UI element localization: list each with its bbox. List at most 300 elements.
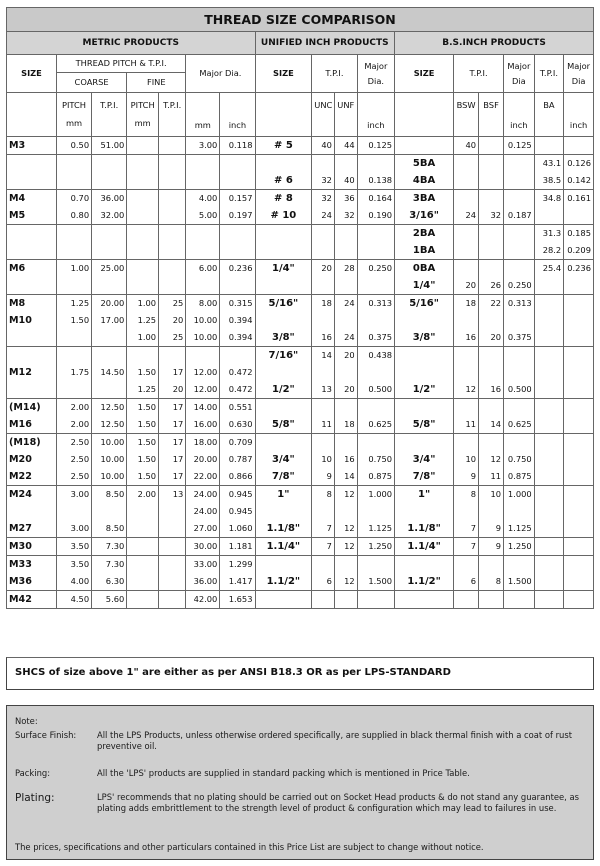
table-row xyxy=(7,137,594,155)
bs-dia-label: Dia xyxy=(511,75,526,86)
fine-tpi-value: 20 xyxy=(172,384,184,394)
metric-size-value: M30 xyxy=(9,541,32,552)
coarse-tpi-value: 8.50 xyxy=(105,489,125,499)
unf-tpi-cell xyxy=(334,347,357,399)
ba-major-dia-cell xyxy=(564,556,594,591)
bs-major-dia-value xyxy=(506,172,532,189)
unc-tpi-cell xyxy=(312,434,335,486)
major-dia-mm-cell xyxy=(186,347,220,399)
major-dia-mm-value: 14.00 xyxy=(193,402,218,412)
coarse-tpi-value xyxy=(94,172,124,189)
unc-tpi-value: 7 xyxy=(326,523,332,533)
metric-size-value xyxy=(9,277,54,294)
bsf-tpi-value xyxy=(481,172,501,189)
unified-size-value: 1.1/8" xyxy=(266,523,301,534)
unified-size-value xyxy=(258,155,310,172)
ba-tpi-value xyxy=(537,538,562,555)
major-dia-mm-value: 3.00 xyxy=(198,140,218,150)
major-dia-mm-value: 20.00 xyxy=(193,454,218,464)
unified-size-cell xyxy=(255,486,312,538)
fine-tpi-value xyxy=(161,172,183,189)
coarse-pitch-unit xyxy=(56,93,91,137)
ba-tpi-value: 34.8 xyxy=(542,193,562,203)
major-dia-mm-cell xyxy=(186,137,220,155)
unf-tpi-value xyxy=(337,364,355,381)
fine-tpi-value xyxy=(161,520,183,537)
unc-tpi-value: 8 xyxy=(326,489,332,499)
coarse-tpi-value xyxy=(94,155,124,172)
major-dia-inch-value: 1.653 xyxy=(228,594,253,604)
ba-tpi-cell xyxy=(534,538,564,556)
fine-pitch-value xyxy=(129,155,156,172)
fine-pitch-cell xyxy=(127,295,159,347)
bsw-tpi-value xyxy=(456,242,476,259)
fine-pitch-unit xyxy=(127,93,159,137)
unified-size-cell xyxy=(255,225,312,260)
unc-tpi-value: 6 xyxy=(326,576,332,586)
ba-major-dia-value: 0.236 xyxy=(567,263,591,273)
bsw-tpi-value xyxy=(456,312,476,329)
major-dia-inch-value: 0.945 xyxy=(228,506,253,516)
metric-products-header: METRIC PRODUCTS xyxy=(7,32,256,55)
metric-size-value xyxy=(9,225,54,242)
ba-major-dia-cell xyxy=(564,538,594,556)
bsf-tpi-value xyxy=(481,434,501,451)
bs-major-dia-cell xyxy=(504,399,535,434)
unified-major-dia-value: 0.190 xyxy=(368,210,393,220)
fine-pitch-value xyxy=(129,556,156,573)
metric-size-value: M42 xyxy=(9,594,32,605)
unified-major-dia-value: 0.625 xyxy=(368,419,393,429)
bsf-tpi-cell xyxy=(479,591,504,609)
bsf-tpi-value: 12 xyxy=(490,454,502,464)
bs-dia-inch-unit: inch xyxy=(504,93,535,137)
bsf-tpi-value: 10 xyxy=(490,489,502,499)
unified-size-cell xyxy=(255,538,312,556)
major-dia-inch-value: 0.197 xyxy=(228,210,253,220)
bsf-tpi-value: 8 xyxy=(495,576,502,586)
coarse-tpi-value: 12.50 xyxy=(100,402,125,412)
bs-major-dia-value xyxy=(506,503,532,520)
ba-major-dia-cell xyxy=(564,225,594,260)
unf-tpi-value xyxy=(337,591,355,608)
unified-major-dia-header xyxy=(357,55,394,93)
bs-major-dia-value xyxy=(506,242,532,259)
unc-tpi-cell xyxy=(312,260,335,295)
ba-tpi-value xyxy=(537,486,562,503)
ba-major-dia-value xyxy=(566,468,591,485)
fine-pitch-value: 1.50 xyxy=(137,471,157,481)
major-dia-inch-unit: inch xyxy=(220,93,255,137)
ba-major-label: Major xyxy=(567,60,591,71)
bsf-tpi-cell xyxy=(479,347,504,399)
metric-size-value: M22 xyxy=(9,471,32,482)
coarse-pitch-value: 2.50 xyxy=(70,454,90,464)
ba-major-dia-value: 0.142 xyxy=(567,175,591,185)
bs-size-unit-blank xyxy=(395,93,454,137)
ba-major-dia-cell xyxy=(564,190,594,225)
metric-size-value: M33 xyxy=(9,559,32,570)
bs-major-dia-value: 0.313 xyxy=(507,298,532,308)
bs-major-dia-value: 0.750 xyxy=(507,454,532,464)
bsw-tpi-value xyxy=(456,155,476,172)
unified-size-value: # 10 xyxy=(270,210,297,221)
unf-tpi-cell xyxy=(334,399,357,434)
bsf-tpi-value: 16 xyxy=(490,384,502,394)
bs-major-dia-value: 0.875 xyxy=(507,471,532,481)
fine-tpi-value: 17 xyxy=(172,454,184,464)
unc-tpi-value xyxy=(314,556,332,573)
bsf-tpi-cell xyxy=(479,486,504,538)
coarse-tpi-value: 36.00 xyxy=(100,193,125,203)
bsw-tpi-cell xyxy=(454,190,479,225)
ba-tpi-value xyxy=(537,468,562,485)
major-dia-mm-cell xyxy=(186,190,220,225)
coarse-header: COARSE xyxy=(56,73,126,93)
bsw-tpi-value xyxy=(456,260,476,277)
unified-major-dia-cell xyxy=(357,295,394,347)
unf-tpi-value xyxy=(337,312,355,329)
metric-size-value: M27 xyxy=(9,523,32,534)
unified-size-header: SIZE xyxy=(255,55,312,93)
unc-tpi-value xyxy=(314,277,332,294)
fine-tpi-cell xyxy=(159,260,186,295)
major-dia-inch-cell xyxy=(220,137,255,155)
coarse-pitch-value: 1.75 xyxy=(70,367,90,377)
major-dia-mm-value: 16.00 xyxy=(193,419,218,429)
coarse-pitch-cell xyxy=(56,225,91,260)
unc-tpi-value xyxy=(314,225,332,242)
bsw-tpi-value: 16 xyxy=(465,332,477,342)
ba-major-dia-value: 0.126 xyxy=(567,158,591,168)
unified-size-value: 1.1/2" xyxy=(266,576,301,587)
metric-size-value: M10 xyxy=(9,315,32,326)
major-dia-mm-value: 22.00 xyxy=(193,471,218,481)
major-dia-inch-cell xyxy=(220,556,255,591)
bsf-tpi-value xyxy=(481,503,501,520)
fine-pitch-cell xyxy=(127,347,159,399)
coarse-tpi-value: 17.00 xyxy=(100,315,125,325)
coarse-pitch-label: PITCH xyxy=(61,100,87,110)
bsf-tpi-value xyxy=(481,556,501,573)
fine-pitch-value xyxy=(129,591,156,608)
ba-major-dia-value xyxy=(566,486,591,503)
unc-tpi-cell xyxy=(312,347,335,399)
bs-major-dia-cell xyxy=(504,538,535,556)
bsw-tpi-value: 11 xyxy=(465,419,477,429)
bsf-tpi-value xyxy=(481,260,501,277)
ba-dia-inch-unit: inch xyxy=(564,93,594,137)
unf-tpi-value xyxy=(337,225,355,242)
fine-tpi-value: 17 xyxy=(172,402,184,412)
unified-major-dia-value xyxy=(360,225,392,242)
unified-major-dia-cell xyxy=(357,347,394,399)
fine-tpi-cell xyxy=(159,556,186,591)
ba-major-dia-value xyxy=(566,312,591,329)
bs-size-cell xyxy=(395,137,454,155)
bsf-tpi-cell xyxy=(479,225,504,260)
ba-major-dia-value xyxy=(566,207,591,224)
bs-major-dia-cell xyxy=(504,486,535,538)
bsw-tpi-cell xyxy=(454,260,479,295)
ba-major-dia-value xyxy=(566,434,591,451)
bsw-tpi-cell xyxy=(454,225,479,260)
major-dia-inch-value: 0.866 xyxy=(228,471,253,481)
unf-tpi-cell xyxy=(334,295,357,347)
bs-size-value: 3/8" xyxy=(412,332,436,343)
bs-major-dia-cell xyxy=(504,434,535,486)
fine-tpi-cell xyxy=(159,190,186,225)
coarse-pitch-value xyxy=(59,225,89,242)
ba-major-dia-value xyxy=(566,538,591,555)
unf-tpi-cell xyxy=(334,155,357,190)
coarse-tpi-value xyxy=(94,242,124,259)
unc-tpi-value: 10 xyxy=(321,454,332,464)
unified-size-value xyxy=(258,364,310,381)
unf-tpi-value: 24 xyxy=(344,298,355,308)
fine-pitch-cell xyxy=(127,591,159,609)
unified-size-value xyxy=(258,399,310,416)
bs-size-cell xyxy=(395,434,454,486)
disclaimer-text: The prices, specifications and other particulars contained in this Price List are subject to change without notice. xyxy=(15,842,484,852)
unified-size-value: # 6 xyxy=(273,175,293,186)
fine-tpi-value: 17 xyxy=(172,437,184,447)
unified-size-cell xyxy=(255,399,312,434)
bs-size-cell xyxy=(395,190,454,225)
coarse-pitch-cell xyxy=(56,486,91,538)
metric-size-value xyxy=(9,503,54,520)
bs-size-value xyxy=(397,137,451,154)
fine-tpi-cell xyxy=(159,155,186,190)
unf-tpi-cell xyxy=(334,556,357,591)
unified-major-dia-value: 1.500 xyxy=(368,576,393,586)
ba-tpi-value: 43.1 xyxy=(542,158,562,168)
coarse-tpi-value: 10.00 xyxy=(100,437,125,447)
unified-major-dia-cell xyxy=(357,155,394,190)
fine-tpi-value: 25 xyxy=(172,298,184,308)
ba-tpi-cell xyxy=(534,434,564,486)
major-dia-mm-unit: mm xyxy=(186,93,220,137)
major-dia-mm-value xyxy=(188,155,217,172)
major-dia-mm-value xyxy=(188,225,217,242)
fine-tpi-value: 25 xyxy=(172,332,184,342)
major-dia-mm-value: 8.00 xyxy=(198,298,218,308)
coarse-tpi-cell xyxy=(92,556,127,591)
ba-major-dia-value xyxy=(566,399,591,416)
fine-tpi-cell xyxy=(159,538,186,556)
coarse-pitch-cell xyxy=(56,434,91,486)
unified-major-dia-cell xyxy=(357,399,394,434)
bs-major-dia-value xyxy=(506,155,532,172)
fine-pitch-value xyxy=(129,520,156,537)
bs-size-value: 1.1/8" xyxy=(407,523,441,534)
unified-tpi-header: T.P.I. xyxy=(312,55,357,93)
metric-size-value xyxy=(9,242,54,259)
unified-size-cell xyxy=(255,155,312,190)
major-dia-mm-cell xyxy=(186,295,220,347)
unf-tpi-value: 12 xyxy=(344,576,355,586)
bsf-tpi-cell xyxy=(479,155,504,190)
coarse-tpi-value xyxy=(94,277,124,294)
ba-tpi-cell xyxy=(534,190,564,225)
bsw-tpi-value xyxy=(456,190,476,207)
unf-tpi-value xyxy=(337,277,355,294)
major-dia-mm-cell xyxy=(186,538,220,556)
major-dia-mm-value: 24.00 xyxy=(193,489,218,499)
bs-major-dia-cell xyxy=(504,137,535,155)
fine-pitch-cell xyxy=(127,556,159,591)
metric-size-value xyxy=(9,347,54,364)
ba-tpi-cell xyxy=(534,347,564,399)
unified-size-value xyxy=(258,277,310,294)
fine-tpi-value xyxy=(161,573,183,590)
fine-pitch-mm: mm xyxy=(134,118,151,128)
packing-text: All the 'LPS' products are supplied in standard packing which is mentioned in Price Table. xyxy=(97,768,470,778)
unified-major-dia-value xyxy=(360,364,392,381)
ba-major-dia-cell xyxy=(564,347,594,399)
unified-size-value: 7/8" xyxy=(271,471,295,482)
unf-tpi-value: 12 xyxy=(344,541,355,551)
bs-size-cell xyxy=(395,225,454,260)
unf-tpi-cell xyxy=(334,190,357,225)
coarse-pitch-value: 2.50 xyxy=(70,437,90,447)
ba-major-dia-value xyxy=(566,277,591,294)
bsw-tpi-value xyxy=(456,225,476,242)
unf-tpi-value xyxy=(337,242,355,259)
major-dia-inch-value xyxy=(222,172,252,189)
unc-tpi-value xyxy=(314,364,332,381)
bs-size-value xyxy=(397,434,451,451)
bsw-tpi-value: 6 xyxy=(470,576,477,586)
fine-pitch-value xyxy=(129,503,156,520)
unified-major-dia-value xyxy=(360,591,392,608)
metric-size-value: M4 xyxy=(9,193,26,204)
ba-tpi-value xyxy=(537,591,562,608)
unc-tpi-value: 7 xyxy=(326,541,332,551)
bs-size-cell xyxy=(395,155,454,190)
bsf-tpi-cell xyxy=(479,538,504,556)
major-dia-mm-cell xyxy=(186,225,220,260)
bs-major-dia-value xyxy=(506,312,532,329)
ba-major-dia-cell xyxy=(564,399,594,434)
ba-major-dia-value xyxy=(566,416,591,433)
unc-tpi-value xyxy=(314,591,332,608)
unf-unit: UNF xyxy=(334,93,357,137)
coarse-tpi-cell xyxy=(92,538,127,556)
fine-pitch-value xyxy=(129,347,156,364)
unc-tpi-value: 9 xyxy=(326,471,332,481)
bs-major-dia-value: 1.000 xyxy=(507,489,532,499)
unified-major-dia-value: 1.250 xyxy=(368,541,393,551)
metric-size-value: M20 xyxy=(9,454,32,465)
fine-pitch-cell xyxy=(127,155,159,190)
unf-tpi-value xyxy=(337,434,355,451)
fine-tpi-value xyxy=(161,277,183,294)
bs-major-dia-value xyxy=(506,591,532,608)
coarse-tpi-value xyxy=(94,225,124,242)
major-dia-mm-cell xyxy=(186,155,220,190)
fine-pitch-value: 1.50 xyxy=(137,367,157,377)
bs-major-dia-cell xyxy=(504,260,535,295)
major-dia-inch-value: 0.709 xyxy=(228,437,253,447)
fine-tpi-cell xyxy=(159,347,186,399)
metric-size-value xyxy=(9,329,54,346)
unc-tpi-value: 16 xyxy=(321,332,332,342)
ba-dia-label: Dia xyxy=(571,75,586,86)
bsw-tpi-value: 24 xyxy=(465,210,477,220)
fine-tpi-value xyxy=(161,242,183,259)
ba-major-dia-cell xyxy=(564,486,594,538)
ba-tpi-value xyxy=(537,451,562,468)
unified-inch-products-header: UNIFIED INCH PRODUCTS xyxy=(255,32,395,55)
coarse-tpi-value: 14.50 xyxy=(100,367,125,377)
unified-size-value xyxy=(258,225,310,242)
coarse-pitch-value xyxy=(59,277,89,294)
fine-pitch-value xyxy=(129,137,156,154)
coarse-pitch-value: 2.00 xyxy=(70,402,90,412)
unc-tpi-cell xyxy=(312,399,335,434)
coarse-pitch-cell xyxy=(56,591,91,609)
bsf-tpi-value xyxy=(481,312,501,329)
bsf-tpi-value xyxy=(481,591,501,608)
metric-size-cell xyxy=(7,260,57,295)
major-dia-inch-value: 0.157 xyxy=(228,193,253,203)
metric-size-value: (M18) xyxy=(9,437,41,448)
major-dia-mm-value: 27.00 xyxy=(193,523,218,533)
major-dia-mm-cell xyxy=(186,486,220,538)
major-dia-inch-cell xyxy=(220,591,255,609)
fine-pitch-value xyxy=(129,538,156,555)
fine-pitch-cell xyxy=(127,538,159,556)
bsf-tpi-value: 11 xyxy=(490,471,502,481)
ba-tpi-value xyxy=(537,312,562,329)
bsf-tpi-value: 22 xyxy=(490,298,502,308)
fine-tpi-value: 17 xyxy=(172,419,184,429)
major-dia-inch-value xyxy=(222,347,252,364)
bs-size-value xyxy=(397,503,451,520)
ba-major-dia-value xyxy=(566,503,591,520)
ba-major-dia-cell xyxy=(564,295,594,347)
ba-tpi-value xyxy=(537,416,562,433)
bsw-tpi-value: 12 xyxy=(465,384,477,394)
major-dia-inch-value: 0.118 xyxy=(228,140,253,150)
major-dia-inch-value: 1.181 xyxy=(228,541,253,551)
metric-size-value: M24 xyxy=(9,489,32,500)
major-dia-inch-cell xyxy=(220,155,255,190)
bs-inch-products-header: B.S.INCH PRODUCTS xyxy=(395,32,594,55)
major-dia-mm-value: 30.00 xyxy=(193,541,218,551)
major-dia-inch-cell xyxy=(220,434,255,486)
unified-major-dia-cell xyxy=(357,538,394,556)
unified-dia-inch-unit: inch xyxy=(357,93,394,137)
coarse-tpi-cell xyxy=(92,225,127,260)
bs-size-cell xyxy=(395,556,454,591)
fine-tpi-value: 20 xyxy=(172,315,184,325)
bsw-tpi-cell xyxy=(454,434,479,486)
coarse-tpi-value: 20.00 xyxy=(100,298,125,308)
major-dia-mm-value: 24.00 xyxy=(193,506,218,516)
ba-major-dia-cell xyxy=(564,260,594,295)
bsf-tpi-value xyxy=(481,364,501,381)
major-dia-inch-cell xyxy=(220,225,255,260)
fine-tpi-value xyxy=(161,155,183,172)
fine-tpi-cell xyxy=(159,591,186,609)
fine-tpi-cell xyxy=(159,434,186,486)
metric-size-cell xyxy=(7,190,57,225)
bs-size-value xyxy=(397,347,451,364)
bsf-tpi-value: 9 xyxy=(495,541,502,551)
fine-tpi-value xyxy=(161,225,183,242)
